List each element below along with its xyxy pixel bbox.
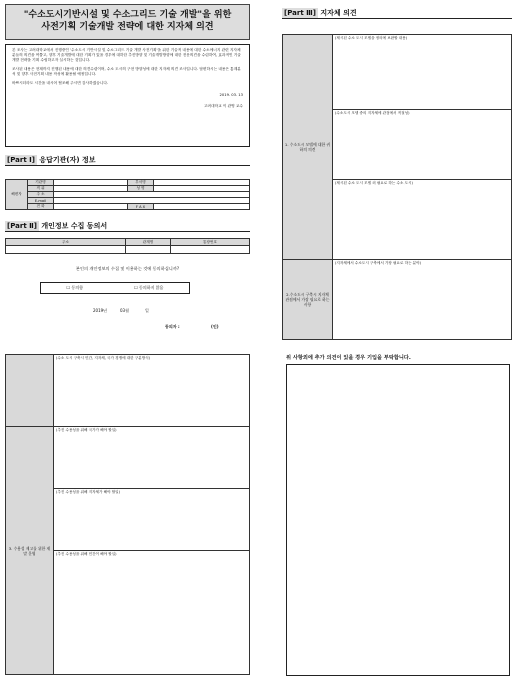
consent-header: 관계명 (126, 239, 171, 246)
consent-field[interactable] (126, 246, 171, 254)
part1-heading (5, 155, 250, 166)
answer-field[interactable]: (추진 수용성을 위해 민간이 해야 할일) (54, 551, 250, 675)
consent-header: 통장번호 (171, 239, 250, 246)
sign-day: 일 (145, 308, 149, 313)
resp-label: E-mail (28, 198, 54, 204)
intro-paragraph-2: 조사된 내용은 현재까지 진행된 내용에 대한 의견수렴이며, 수소 도시의 구현 방향성에 대한 지자체 의견 조사입니다. 답변하시는 내용은 통계분석 및 향후 사전기획 내용 작성에 활용될 예정입니다. (12, 67, 241, 77)
question-2-label: 2.수소도시 구축시 지자체 관점에서 가장 필요로 하는 사항 (283, 260, 333, 340)
consent-header: 주소 (6, 239, 126, 246)
signer-label: 동의자 : (165, 324, 180, 329)
consent-field[interactable] (6, 246, 126, 254)
resp-value-field[interactable] (54, 204, 128, 210)
disagree-checkbox[interactable]: ☐ 동의하지 않음 (134, 284, 164, 290)
intro-box (5, 44, 250, 147)
opinion-table-1 (282, 34, 512, 340)
respondent-table (5, 179, 250, 210)
part3-heading (282, 8, 512, 19)
answer-field[interactable]: (지자체에서 수소도시 구축에서 가장 필요로 하는 분야) (333, 260, 512, 340)
sign-year: 2019년 (93, 308, 108, 313)
consent-field[interactable] (171, 246, 250, 254)
opinion-table-2 (5, 354, 250, 675)
question-3-label: 3. 수용성 제고를 위한 제말 운영 (6, 427, 54, 675)
page-4 (282, 352, 514, 678)
resp-label: 성 명 (128, 186, 154, 192)
survey-title-line1: "수소도시기반시설 및 수소그리드 기술 개발"을 위한 (23, 10, 232, 20)
question-3-top-cell (6, 355, 54, 427)
part2-prefix: [Part Ⅱ] (7, 222, 37, 230)
resp-label: 직 위 (28, 186, 54, 192)
consent-question: 본인의 개인정보의 수집 및 이용하는 것에 동의하십니까? (75, 266, 180, 271)
consent-choice-box (40, 282, 190, 294)
part3-title: 지자체 의견 (320, 9, 357, 17)
additional-opinion-box[interactable] (286, 364, 510, 676)
intro-paragraph-3: 바쁘시더라도 시간을 내시어 협조해 주시면 감사하겠습니다. (12, 81, 109, 86)
page-2 (282, 4, 514, 344)
question-1-label: 1. 수소도시 모델에 대한 귀하의 의견 (283, 35, 333, 260)
answer-field[interactable]: (추진 수용성을 위해 국가가 해야 할일) (54, 427, 250, 489)
page-3 (5, 352, 255, 678)
part2-title: 개인정보 수집 동의서 (41, 222, 108, 230)
resp-label: 전 화 (28, 204, 54, 210)
intro-signer: 고려대학교 이 관영 교수 (203, 103, 243, 108)
resp-label: F A X (128, 204, 154, 210)
survey-title-line2: 사전기획 기술개발 전략에 대한 지자체 의견 (41, 21, 214, 32)
seal-mark: (인) (211, 324, 219, 329)
agree-checkbox[interactable]: ☐ 동의함 (66, 284, 83, 290)
part1-title: 응답기관(자) 정보 (39, 156, 96, 164)
resp-label: 주 소 (28, 192, 54, 198)
intro-date: 2019. 03. 13 (219, 92, 243, 97)
respondent-label: 해변자 (6, 180, 28, 210)
part2-heading (5, 221, 250, 232)
resp-label: 기관명 (28, 180, 54, 186)
answer-field[interactable]: (수소 도시 구축시 민간, 지자체, 국가 경쟁에 대한 구분방식) (54, 355, 250, 427)
answer-field[interactable]: (제시된 수소 도시 모델을 정의에 보완할 내용) (333, 35, 512, 110)
consent-table (5, 238, 250, 254)
additional-note-label: 위 사항외에 추가 의견이 있을 경우 기입을 부탁합니다. (286, 355, 411, 361)
part3-prefix: [Part Ⅲ] (284, 9, 316, 17)
answer-field[interactable]: (추진 수용성을 위해 지자체가 해야 할일) (54, 489, 250, 551)
intro-paragraph-1: 본 조사는 고려대학교에서 진행중인 '수소도시 기반시설 및 수소그리드 기술 개발 사전기획'을 위한 기술적 내용에 대한 수소에너지 관련 지자체 분들의 의견을 여쭙고, 향후 기술개발에 대한 기획가 있을 경우에 대하한 추진방향 및 기술개발방향에 대한 전문의견을 수렴하여, 효과적인 기술개발 전략을 기획 수립하고자 실시하는 것입니다. (12, 48, 241, 63)
resp-label: 부서명 (128, 180, 154, 186)
answer-field[interactable]: (제시된 수소 도시 모델 외 필요로 하는 수소 도시) (333, 180, 512, 260)
answer-field[interactable]: (수소도시 모델 중의 지자체에 관점에서 적절성) (333, 110, 512, 180)
part1-prefix: [Part Ⅰ] (7, 156, 35, 164)
page-1 (5, 4, 255, 344)
sign-month: 03월 (120, 308, 129, 313)
resp-value-field[interactable] (154, 204, 250, 210)
survey-title-box (5, 4, 250, 40)
